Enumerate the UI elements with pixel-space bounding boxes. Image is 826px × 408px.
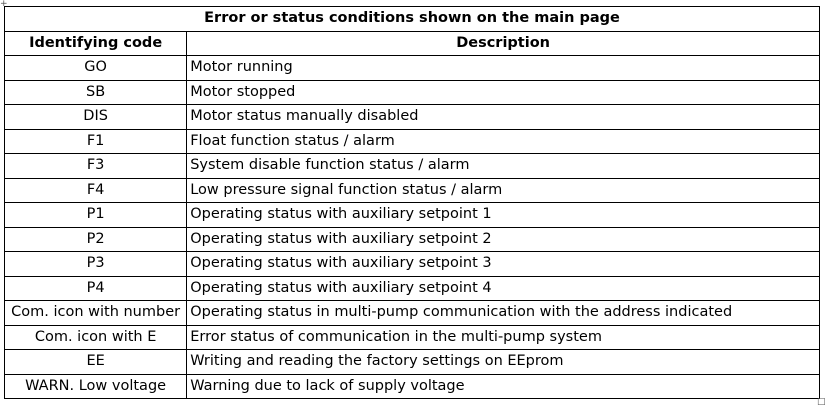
table-row: [5, 80, 820, 105]
code-cell: Com. icon with number: [5, 301, 187, 326]
table-row: [5, 252, 820, 277]
corner-handle-bottom-right: □: [817, 397, 826, 407]
code-cell: P3: [5, 252, 187, 277]
table-row: [5, 154, 820, 179]
description-cell: Float function status / alarm: [187, 129, 820, 154]
code-cell: P4: [5, 276, 187, 301]
description-cell: Operating status in multi-pump communication with the address indicated: [187, 301, 820, 326]
code-cell: P1: [5, 203, 187, 228]
table-title-row: [5, 7, 820, 32]
code-cell: F1: [5, 129, 187, 154]
code-cell: DIS: [5, 105, 187, 130]
table-row: [5, 325, 820, 350]
code-cell: SB: [5, 80, 187, 105]
column-header-description: Description: [187, 31, 820, 56]
code-cell: EE: [5, 350, 187, 375]
table-row: [5, 105, 820, 130]
description-cell: Operating status with auxiliary setpoint 3: [187, 252, 820, 277]
table-row: [5, 374, 820, 399]
description-cell: Operating status with auxiliary setpoint 2: [187, 227, 820, 252]
status-conditions-table: [4, 6, 820, 399]
description-cell: Warning due to lack of supply voltage: [187, 374, 820, 399]
description-cell: Low pressure signal function status / alarm: [187, 178, 820, 203]
description-cell: Motor stopped: [187, 80, 820, 105]
corner-handle-top-left: +: [0, 0, 8, 9]
table-row: [5, 350, 820, 375]
description-cell: Motor running: [187, 56, 820, 81]
table-row: [5, 56, 820, 81]
description-cell: Error status of communication in the multi-pump system: [187, 325, 820, 350]
table-row: [5, 276, 820, 301]
description-cell: System disable function status / alarm: [187, 154, 820, 179]
description-cell: Writing and reading the factory settings on EEprom: [187, 350, 820, 375]
description-cell: Motor status manually disabled: [187, 105, 820, 130]
code-cell: Com. icon with E: [5, 325, 187, 350]
table-row: [5, 129, 820, 154]
table-row: [5, 227, 820, 252]
column-header-code: Identifying code: [5, 31, 187, 56]
table-row: [5, 178, 820, 203]
table-title: Error or status conditions shown on the main page: [5, 7, 820, 32]
code-cell: F3: [5, 154, 187, 179]
code-cell: WARN. Low voltage: [5, 374, 187, 399]
code-cell: P2: [5, 227, 187, 252]
code-cell: F4: [5, 178, 187, 203]
description-cell: Operating status with auxiliary setpoint 4: [187, 276, 820, 301]
description-cell: Operating status with auxiliary setpoint 1: [187, 203, 820, 228]
table-header-row: [5, 31, 820, 56]
table-row: [5, 203, 820, 228]
table-row: [5, 301, 820, 326]
code-cell: GO: [5, 56, 187, 81]
